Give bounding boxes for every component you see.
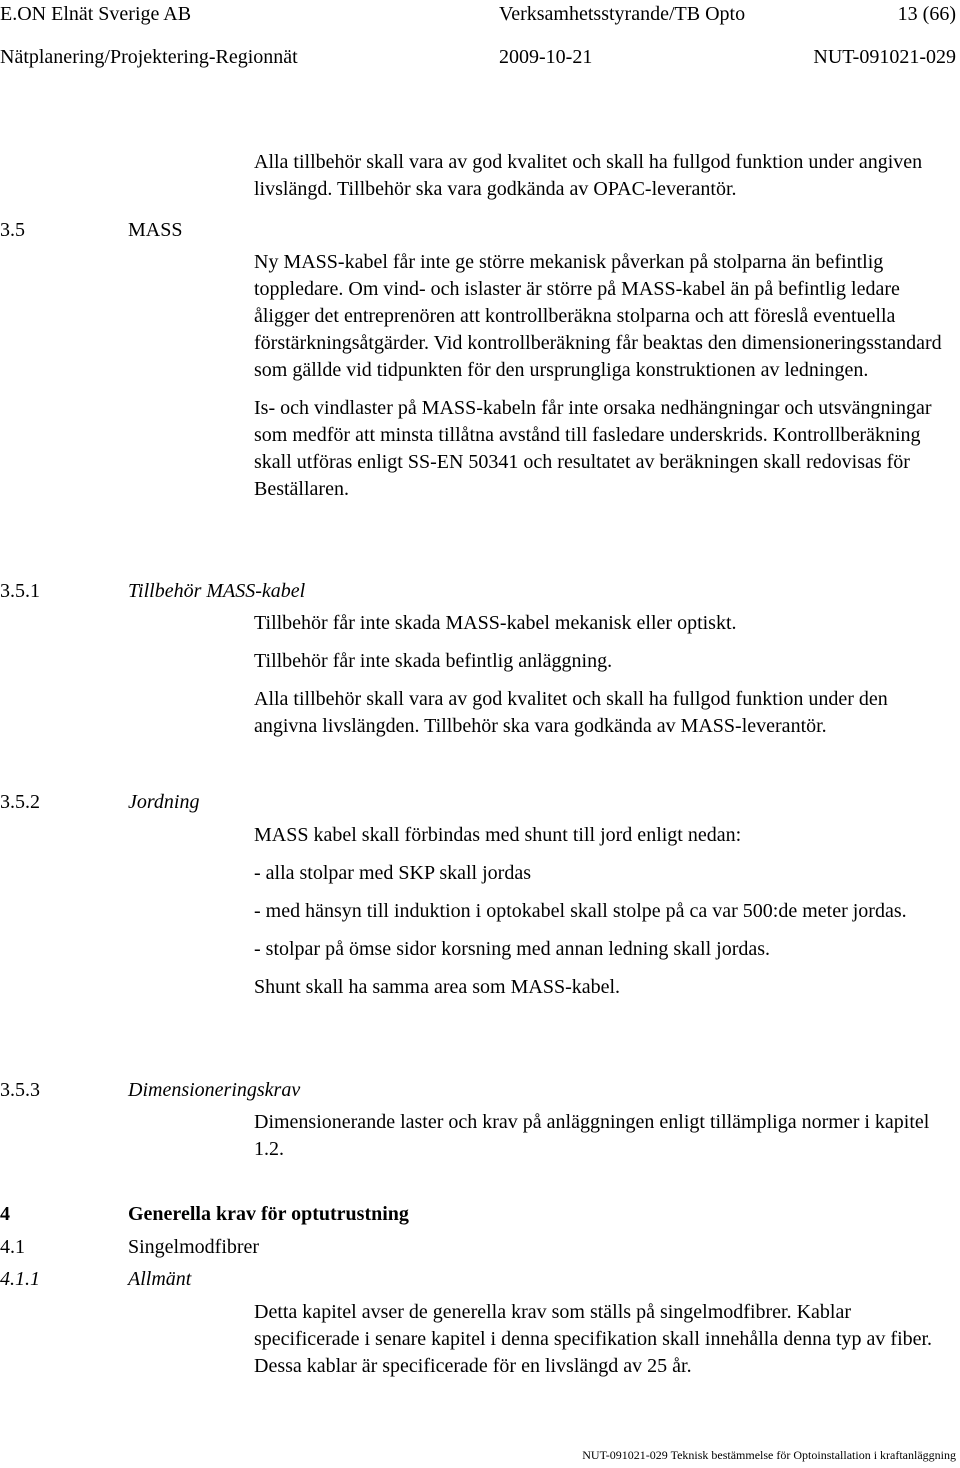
section-3-5-2-paragraph-1: MASS kabel skall förbindas med shunt till jord enligt nedan: bbox=[254, 824, 742, 846]
section-4-1-1-number: 4.1.1 bbox=[0, 1268, 40, 1290]
section-3-5-1-number: 3.5.1 bbox=[0, 580, 40, 602]
header-company: E.ON Elnät Sverige AB bbox=[0, 3, 192, 25]
section-3-5-1-paragraph-2: Tillbehör får inte skada befintlig anläggning. bbox=[254, 650, 613, 672]
section-3-5-1-paragraph-1: Tillbehör får inte skada MASS-kabel mekanisk eller optiskt. bbox=[254, 612, 737, 634]
list-item: - med hänsyn till induktion i optokabel skall stolpe på ca var 500:de meter jordas. bbox=[254, 900, 907, 922]
header-date: 2009-10-21 bbox=[499, 46, 593, 68]
header-page-number: 13 (66) bbox=[897, 3, 956, 25]
section-3-5-3-number: 3.5.3 bbox=[0, 1079, 40, 1101]
section-4-1-1-body bbox=[254, 1299, 956, 1380]
section-3-5-3-body bbox=[254, 1109, 956, 1163]
section-3-5-1-title: Tillbehör MASS-kabel bbox=[128, 580, 306, 602]
section-4-1-1-paragraph-1: Detta kapitel avser de generella krav som ställs på singelmodfibrer. Kablar specificerade i senare kapitel i denna specifikation skall innehålla denna typ av fiber. Dessa kablar är specificerade för en livslängd av 25 år. bbox=[254, 1301, 933, 1377]
section-3-5-2-paragraph-2: Shunt skall ha samma area som MASS-kabel. bbox=[254, 976, 621, 998]
header-doc-id: NUT-091021-029 bbox=[813, 46, 956, 68]
section-4-1-number: 4.1 bbox=[0, 1236, 25, 1258]
intro-text: Alla tillbehör skall vara av god kvalitet och skall ha fullgod funktion under angiven livslängd. Tillbehör ska vara godkända av OPAC-leverantör. bbox=[254, 151, 923, 200]
section-3-5-paragraph-1: Ny MASS-kabel får inte ge större mekanisk påverkan på stolparna än befintlig toppledare. Om vind- och islaster är större på MASS-kabel än på befintlig ledare åligger det entreprenören att kontrollberäkna stolparna och att föreslå eventuella förstärkningsåtgärder. Vid kontrollberäkning får beaktas den dimensioneringsstandard som gällde vid tidpunkten för den ursprungliga konstruktionen av ledningen. bbox=[254, 251, 942, 381]
section-3-5-paragraph-2: Is- och vindlaster på MASS-kabeln får inte orsaka nedhängningar och utsvängningar som medför att minsta tillåtna avstånd till fasledare underskrids. Kontrollberäkning skall utföras enligt SS-EN 50341 och resultatet av beräkningen skall redovisas för Beställaren. bbox=[254, 397, 932, 500]
section-3-5-2-title: Jordning bbox=[128, 791, 200, 813]
section-3-5-number: 3.5 bbox=[0, 219, 25, 241]
header-unit: Nätplanering/Projektering-Regionnät bbox=[0, 46, 298, 68]
section-4-title: Generella krav för optutrustning bbox=[128, 1203, 409, 1225]
section-3-5-2-number: 3.5.2 bbox=[0, 791, 40, 813]
section-4-1-1-title: Allmänt bbox=[128, 1268, 192, 1290]
section-3-5-3-title: Dimensioneringskrav bbox=[128, 1079, 301, 1101]
intro-paragraph bbox=[254, 149, 956, 203]
section-3-5-2-body bbox=[254, 822, 956, 1001]
section-3-5-1-paragraph-3: Alla tillbehör skall vara av god kvalitet och skall ha fullgod funktion under den angivna livslängden. Tillbehör ska vara godkända av MASS-leverantör. bbox=[254, 688, 888, 737]
section-3-5-title: MASS bbox=[128, 219, 183, 241]
header-department: Verksamhetsstyrande/TB Opto bbox=[499, 3, 746, 25]
section-4-1-title: Singelmodfibrer bbox=[128, 1236, 260, 1258]
section-3-5-1-body bbox=[254, 610, 956, 740]
list-item: - stolpar på ömse sidor korsning med annan ledning skall jordas. bbox=[254, 938, 771, 960]
section-4-number: 4 bbox=[0, 1203, 10, 1225]
page-footer: NUT-091021-029 Teknisk bestämmelse för Optoinstallation i kraftanläggning bbox=[582, 1448, 956, 1462]
list-item: - alla stolpar med SKP skall jordas bbox=[254, 862, 531, 884]
section-3-5-body bbox=[254, 249, 956, 503]
section-3-5-3-paragraph-1: Dimensionerande laster och krav på anläggningen enligt tillämpliga normer i kapitel 1.2. bbox=[254, 1111, 930, 1160]
